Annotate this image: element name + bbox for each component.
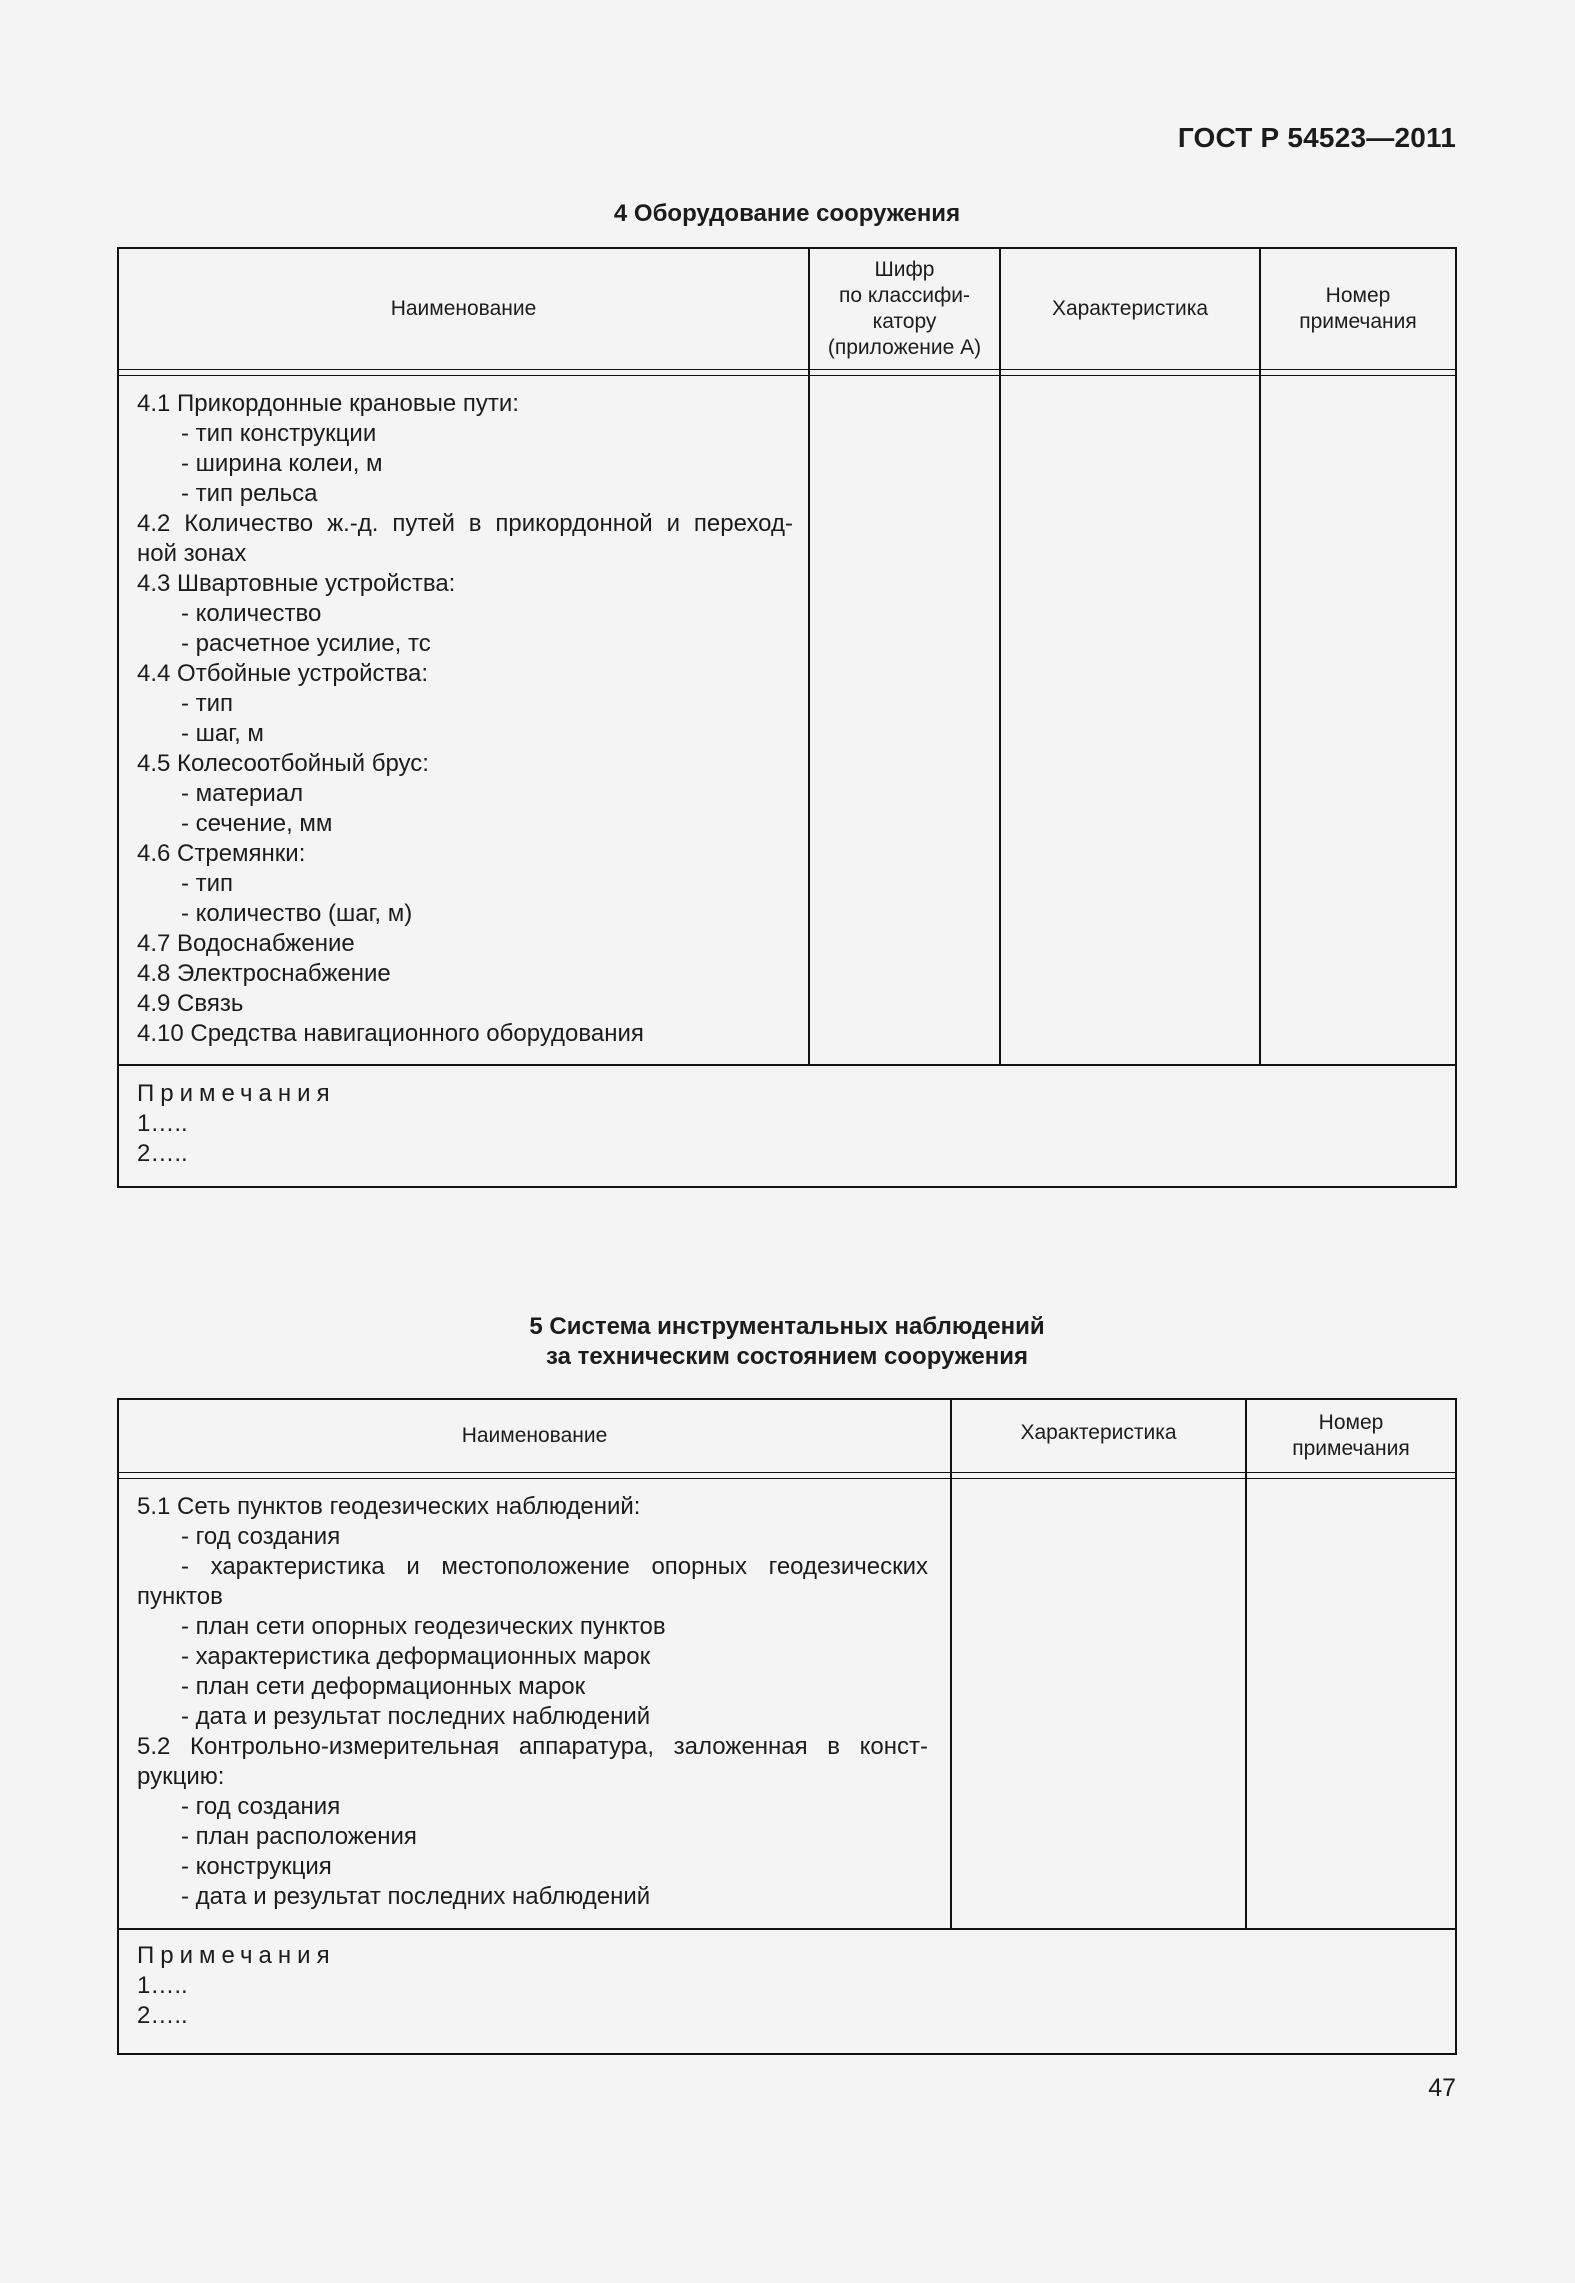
list-item: - количество (шаг, м) — [181, 900, 413, 927]
list-item: - шаг, м — [181, 720, 264, 747]
section-5-items — [137, 1492, 928, 1912]
note-item: 2….. — [137, 2002, 188, 2029]
list-item: - расчетное усилие, тс — [181, 630, 431, 657]
header-name: Наименование — [461, 1424, 608, 1447]
list-item: 5.2 Контрольно-измерительная аппаратура, заложенная в конст- — [137, 1733, 928, 1760]
list-item: 4.5 Колесоотбойный брус: — [137, 750, 429, 777]
section-4-title: 4 Оборудование сооружения — [613, 200, 961, 227]
notes-heading: Примечания — [137, 1080, 336, 1107]
document-code: ГОСТ Р 54523—2011 — [1177, 122, 1456, 153]
list-item: рукцию: — [137, 1763, 225, 1790]
section-4-items — [137, 389, 793, 1049]
list-item: 4.4 Отбойные устройства: — [137, 660, 429, 687]
note-item: 1….. — [137, 1110, 188, 1137]
list-item: - год создания — [181, 1793, 341, 1820]
list-item: ной зонах — [137, 540, 247, 567]
list-item: - материал — [181, 780, 304, 807]
header-name: Наименование — [390, 297, 537, 320]
header-note-number: Номер примечания — [1292, 1411, 1410, 1460]
section-5-notes — [137, 1941, 1437, 2031]
list-item: - тип — [181, 690, 234, 717]
list-item: - год создания — [181, 1523, 341, 1550]
list-item: 4.7 Водоснабжение — [137, 930, 355, 957]
list-item: 4.1 Прикордонные крановые пути: — [137, 390, 519, 417]
note-item: 1….. — [137, 1972, 188, 1999]
list-item: - дата и результат последних наблюдений — [181, 1703, 651, 1730]
header-characteristic: Характеристика — [1051, 297, 1209, 320]
list-item: 4.9 Связь — [137, 990, 244, 1017]
list-item: - дата и результат последних наблюдений — [181, 1883, 651, 1910]
list-item: пунктов — [137, 1583, 223, 1610]
list-item: - план сети деформационных марок — [181, 1673, 586, 1700]
section-5-title: 5 Система инструментальных наблюдений за техническим состоянием сооружения — [529, 1313, 1045, 1370]
list-item: - план сети опорных геодезических пунктов — [181, 1613, 666, 1640]
header-code: Шифр по классифи- катору (приложение А) — [827, 258, 982, 359]
list-item: - тип рельса — [181, 480, 318, 507]
section-4-notes — [137, 1079, 1437, 1169]
header-note-number: Номер примечания — [1299, 284, 1417, 333]
list-item: - характеристика и местоположение опорных геодезических — [181, 1553, 928, 1580]
list-item: - тип конструкции — [181, 420, 377, 447]
list-item: - конструкция — [181, 1853, 332, 1880]
notes-heading: Примечания — [137, 1942, 336, 1969]
list-item: - характеристика деформационных марок — [181, 1643, 651, 1670]
list-item: 4.6 Стремянки: — [137, 840, 306, 867]
list-item: - тип — [181, 870, 234, 897]
list-item: - ширина колеи, м — [181, 450, 383, 477]
list-item: 4.2 Количество ж.-д. путей в прикордонной и переход- — [137, 510, 793, 537]
list-item: 4.10 Средства навигационного оборудования — [137, 1020, 644, 1047]
page-number: 47 — [1428, 2074, 1456, 2102]
list-item: - план расположения — [181, 1823, 417, 1850]
list-item: - сечение, мм — [181, 810, 333, 837]
list-item: 4.8 Электроснабжение — [137, 960, 391, 987]
list-item: - количество — [181, 600, 322, 627]
header-characteristic: Характеристика — [1020, 1421, 1177, 1444]
list-item: 4.3 Швартовные устройства: — [137, 570, 456, 597]
list-item: 5.1 Сеть пунктов геодезических наблюдений: — [137, 1493, 641, 1520]
note-item: 2….. — [137, 1140, 188, 1167]
